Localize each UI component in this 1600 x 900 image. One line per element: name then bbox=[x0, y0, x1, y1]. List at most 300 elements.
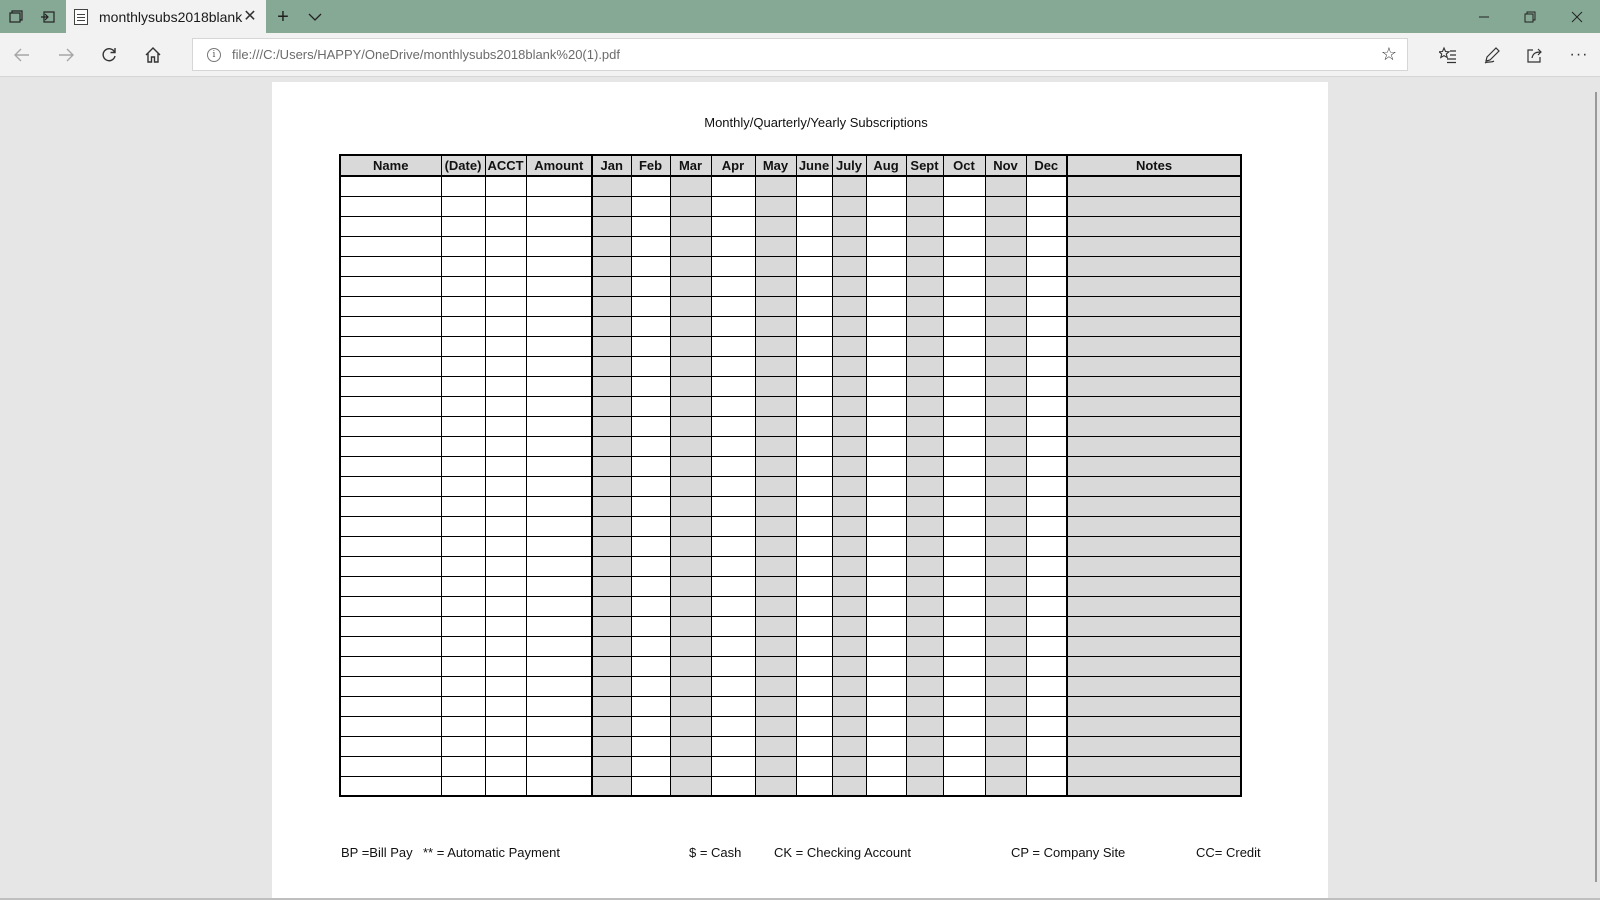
cell-mar bbox=[670, 376, 711, 396]
cell-apr bbox=[711, 716, 755, 736]
cell-nov bbox=[985, 776, 1026, 796]
cell-dec bbox=[1026, 736, 1067, 756]
cell-feb bbox=[631, 256, 670, 276]
cell-name bbox=[340, 316, 441, 336]
column-header-jan: Jan bbox=[592, 155, 631, 176]
table-row bbox=[340, 576, 1241, 596]
cell-july bbox=[832, 596, 866, 616]
cell-aug bbox=[866, 616, 906, 636]
cell-notes bbox=[1067, 636, 1241, 656]
cell-feb bbox=[631, 476, 670, 496]
cell-aug bbox=[866, 316, 906, 336]
cell-oct bbox=[943, 676, 985, 696]
cell-acct bbox=[485, 256, 526, 276]
cell-date bbox=[441, 716, 485, 736]
cell-name bbox=[340, 376, 441, 396]
cell-notes bbox=[1067, 276, 1241, 296]
cell-july bbox=[832, 636, 866, 656]
cell-oct bbox=[943, 376, 985, 396]
table-row bbox=[340, 296, 1241, 316]
cell-may bbox=[755, 596, 796, 616]
cell-oct bbox=[943, 316, 985, 336]
column-header-july: July bbox=[832, 155, 866, 176]
cell-june bbox=[796, 356, 832, 376]
cell-june bbox=[796, 616, 832, 636]
cell-feb bbox=[631, 636, 670, 656]
cell-july bbox=[832, 276, 866, 296]
cell-mar bbox=[670, 716, 711, 736]
cell-jan bbox=[592, 756, 631, 776]
table-row bbox=[340, 676, 1241, 696]
home-icon[interactable] bbox=[141, 43, 165, 67]
table-row bbox=[340, 456, 1241, 476]
close-window-button[interactable] bbox=[1554, 0, 1600, 33]
cell-amount bbox=[526, 376, 592, 396]
cell-notes bbox=[1067, 356, 1241, 376]
cell-jan bbox=[592, 736, 631, 756]
table-row bbox=[340, 776, 1241, 796]
table-row bbox=[340, 716, 1241, 736]
cell-feb bbox=[631, 756, 670, 776]
cell-aug bbox=[866, 296, 906, 316]
cell-july bbox=[832, 356, 866, 376]
cell-notes bbox=[1067, 576, 1241, 596]
cell-name bbox=[340, 276, 441, 296]
info-icon[interactable]: i bbox=[207, 48, 221, 62]
cell-dec bbox=[1026, 336, 1067, 356]
cell-name bbox=[340, 296, 441, 316]
cell-apr bbox=[711, 476, 755, 496]
cell-amount bbox=[526, 756, 592, 776]
cell-apr bbox=[711, 596, 755, 616]
cell-july bbox=[832, 436, 866, 456]
legend-credit: CC= Credit bbox=[1196, 845, 1261, 860]
cell-date bbox=[441, 416, 485, 436]
cell-june bbox=[796, 656, 832, 676]
cell-feb bbox=[631, 456, 670, 476]
cell-date bbox=[441, 536, 485, 556]
cell-notes bbox=[1067, 736, 1241, 756]
cell-may bbox=[755, 316, 796, 336]
cell-feb bbox=[631, 496, 670, 516]
cell-sept bbox=[906, 776, 943, 796]
cell-aug bbox=[866, 216, 906, 236]
cell-jan bbox=[592, 776, 631, 796]
cell-mar bbox=[670, 616, 711, 636]
cell-june bbox=[796, 756, 832, 776]
table-row bbox=[340, 496, 1241, 516]
cell-amount bbox=[526, 316, 592, 336]
cell-acct bbox=[485, 476, 526, 496]
cell-amount bbox=[526, 536, 592, 556]
cell-sept bbox=[906, 296, 943, 316]
cell-notes bbox=[1067, 756, 1241, 776]
cell-june bbox=[796, 776, 832, 796]
vertical-scrollbar[interactable] bbox=[1595, 92, 1597, 882]
cell-jan bbox=[592, 416, 631, 436]
cell-date bbox=[441, 576, 485, 596]
cell-sept bbox=[906, 396, 943, 416]
cell-nov bbox=[985, 276, 1026, 296]
cell-apr bbox=[711, 356, 755, 376]
cell-sept bbox=[906, 196, 943, 216]
cell-nov bbox=[985, 636, 1026, 656]
cell-may bbox=[755, 516, 796, 536]
cell-aug bbox=[866, 436, 906, 456]
cell-feb bbox=[631, 616, 670, 636]
cell-aug bbox=[866, 696, 906, 716]
cell-oct bbox=[943, 236, 985, 256]
cell-date bbox=[441, 276, 485, 296]
table-row bbox=[340, 216, 1241, 236]
cell-dec bbox=[1026, 296, 1067, 316]
cell-acct bbox=[485, 616, 526, 636]
cell-mar bbox=[670, 396, 711, 416]
cell-notes bbox=[1067, 536, 1241, 556]
cell-amount bbox=[526, 696, 592, 716]
cell-name bbox=[340, 336, 441, 356]
cell-jan bbox=[592, 716, 631, 736]
cell-may bbox=[755, 436, 796, 456]
plus-icon[interactable]: + bbox=[277, 5, 289, 28]
cell-apr bbox=[711, 576, 755, 596]
address-bar[interactable] bbox=[192, 38, 1408, 71]
pdf-viewer[interactable] bbox=[0, 78, 1600, 900]
cell-aug bbox=[866, 716, 906, 736]
cell-apr bbox=[711, 196, 755, 216]
table-row bbox=[340, 516, 1241, 536]
cell-jan bbox=[592, 356, 631, 376]
cell-notes bbox=[1067, 456, 1241, 476]
cell-name bbox=[340, 496, 441, 516]
cell-name bbox=[340, 436, 441, 456]
cell-aug bbox=[866, 536, 906, 556]
cell-jan bbox=[592, 276, 631, 296]
cell-feb bbox=[631, 436, 670, 456]
cell-may bbox=[755, 416, 796, 436]
cell-may bbox=[755, 256, 796, 276]
cell-date bbox=[441, 636, 485, 656]
minimize-button[interactable] bbox=[1461, 0, 1507, 33]
cell-nov bbox=[985, 236, 1026, 256]
cell-july bbox=[832, 316, 866, 336]
cell-mar bbox=[670, 536, 711, 556]
cell-oct bbox=[943, 696, 985, 716]
cell-notes bbox=[1067, 516, 1241, 536]
cell-mar bbox=[670, 436, 711, 456]
column-header-date: (Date) bbox=[441, 155, 485, 176]
cell-sept bbox=[906, 656, 943, 676]
browser-tab[interactable] bbox=[66, 0, 266, 33]
cell-mar bbox=[670, 676, 711, 696]
cell-name bbox=[340, 196, 441, 216]
cell-apr bbox=[711, 296, 755, 316]
cell-notes bbox=[1067, 476, 1241, 496]
subscriptions-table bbox=[339, 154, 1242, 797]
cell-oct bbox=[943, 296, 985, 316]
cell-jan bbox=[592, 656, 631, 676]
cell-jan bbox=[592, 236, 631, 256]
cell-jan bbox=[592, 176, 631, 196]
cell-sept bbox=[906, 276, 943, 296]
cell-june bbox=[796, 196, 832, 216]
cell-june bbox=[796, 676, 832, 696]
cell-dec bbox=[1026, 216, 1067, 236]
chevron-down-icon[interactable] bbox=[305, 7, 325, 27]
cell-feb bbox=[631, 196, 670, 216]
cell-notes bbox=[1067, 716, 1241, 736]
cell-may bbox=[755, 636, 796, 656]
cell-mar bbox=[670, 476, 711, 496]
table-row bbox=[340, 556, 1241, 576]
cell-nov bbox=[985, 716, 1026, 736]
cell-oct bbox=[943, 556, 985, 576]
stacked-tabs-icon[interactable] bbox=[6, 7, 26, 27]
table-row bbox=[340, 256, 1241, 276]
cell-july bbox=[832, 336, 866, 356]
share-icon[interactable] bbox=[1523, 43, 1547, 67]
cell-may bbox=[755, 536, 796, 556]
cell-june bbox=[796, 316, 832, 336]
cell-notes bbox=[1067, 396, 1241, 416]
cell-date bbox=[441, 756, 485, 776]
cell-nov bbox=[985, 336, 1026, 356]
cell-amount bbox=[526, 216, 592, 236]
url-input[interactable] bbox=[232, 47, 1332, 62]
cell-amount bbox=[526, 516, 592, 536]
cell-nov bbox=[985, 596, 1026, 616]
cell-nov bbox=[985, 476, 1026, 496]
cell-july bbox=[832, 236, 866, 256]
cell-acct bbox=[485, 196, 526, 216]
cell-aug bbox=[866, 476, 906, 496]
cell-acct bbox=[485, 496, 526, 516]
cell-jan bbox=[592, 616, 631, 636]
cell-july bbox=[832, 376, 866, 396]
cell-feb bbox=[631, 536, 670, 556]
cell-may bbox=[755, 376, 796, 396]
cell-amount bbox=[526, 776, 592, 796]
cell-jan bbox=[592, 496, 631, 516]
cell-aug bbox=[866, 736, 906, 756]
cell-dec bbox=[1026, 636, 1067, 656]
cell-mar bbox=[670, 256, 711, 276]
star-icon[interactable]: ☆ bbox=[1380, 44, 1397, 64]
favorites-list-icon[interactable] bbox=[1436, 43, 1460, 67]
column-header-feb: Feb bbox=[631, 155, 670, 176]
legend-cash: $ = Cash bbox=[689, 845, 742, 860]
cell-jan bbox=[592, 636, 631, 656]
cell-apr bbox=[711, 616, 755, 636]
back-arrow-icon[interactable] bbox=[10, 43, 34, 67]
cell-aug bbox=[866, 596, 906, 616]
cell-sept bbox=[906, 436, 943, 456]
cell-june bbox=[796, 496, 832, 516]
cell-july bbox=[832, 456, 866, 476]
column-header-notes: Notes bbox=[1067, 155, 1241, 176]
cell-oct bbox=[943, 716, 985, 736]
cell-july bbox=[832, 616, 866, 636]
cell-acct bbox=[485, 376, 526, 396]
cell-dec bbox=[1026, 356, 1067, 376]
close-tab-icon[interactable]: ✕ bbox=[243, 8, 257, 25]
table-row bbox=[340, 376, 1241, 396]
cell-date bbox=[441, 676, 485, 696]
cell-date bbox=[441, 456, 485, 476]
cell-dec bbox=[1026, 656, 1067, 676]
cell-dec bbox=[1026, 456, 1067, 476]
cell-dec bbox=[1026, 376, 1067, 396]
cell-date bbox=[441, 316, 485, 336]
cell-july bbox=[832, 416, 866, 436]
cell-date bbox=[441, 256, 485, 276]
cell-oct bbox=[943, 756, 985, 776]
cell-notes bbox=[1067, 176, 1241, 196]
cell-dec bbox=[1026, 256, 1067, 276]
refresh-icon[interactable] bbox=[97, 43, 121, 67]
cell-date bbox=[441, 556, 485, 576]
cell-name bbox=[340, 556, 441, 576]
column-header-amount: Amount bbox=[526, 155, 592, 176]
cell-date bbox=[441, 776, 485, 796]
cell-notes bbox=[1067, 256, 1241, 276]
cell-acct bbox=[485, 276, 526, 296]
cell-date bbox=[441, 236, 485, 256]
table-row bbox=[340, 656, 1241, 676]
cell-amount bbox=[526, 176, 592, 196]
cell-date bbox=[441, 496, 485, 516]
cell-nov bbox=[985, 196, 1026, 216]
cell-oct bbox=[943, 476, 985, 496]
cell-may bbox=[755, 736, 796, 756]
cell-july bbox=[832, 176, 866, 196]
cell-apr bbox=[711, 256, 755, 276]
cell-name bbox=[340, 636, 441, 656]
cell-sept bbox=[906, 696, 943, 716]
cell-acct bbox=[485, 636, 526, 656]
cell-feb bbox=[631, 776, 670, 796]
cell-nov bbox=[985, 496, 1026, 516]
cell-july bbox=[832, 676, 866, 696]
cell-may bbox=[755, 696, 796, 716]
cell-mar bbox=[670, 316, 711, 336]
cell-name bbox=[340, 616, 441, 636]
cell-dec bbox=[1026, 236, 1067, 256]
column-header-dec: Dec bbox=[1026, 155, 1067, 176]
cell-mar bbox=[670, 776, 711, 796]
cell-june bbox=[796, 216, 832, 236]
cell-name bbox=[340, 216, 441, 236]
cell-amount bbox=[526, 356, 592, 376]
cell-jan bbox=[592, 376, 631, 396]
column-header-name: Name bbox=[340, 155, 441, 176]
cell-nov bbox=[985, 736, 1026, 756]
cell-nov bbox=[985, 176, 1026, 196]
cell-notes bbox=[1067, 376, 1241, 396]
cell-aug bbox=[866, 176, 906, 196]
cell-aug bbox=[866, 356, 906, 376]
cell-amount bbox=[526, 256, 592, 276]
cell-mar bbox=[670, 236, 711, 256]
cell-aug bbox=[866, 236, 906, 256]
column-header-may: May bbox=[755, 155, 796, 176]
cell-acct bbox=[485, 436, 526, 456]
cell-aug bbox=[866, 656, 906, 676]
cell-july bbox=[832, 536, 866, 556]
legend-company-site: CP = Company Site bbox=[1011, 845, 1126, 860]
ellipsis-icon[interactable]: ··· bbox=[1569, 46, 1589, 63]
cell-name bbox=[340, 396, 441, 416]
cell-notes bbox=[1067, 776, 1241, 796]
cell-amount bbox=[526, 636, 592, 656]
set-aside-icon[interactable] bbox=[38, 7, 58, 27]
cell-jan bbox=[592, 536, 631, 556]
cell-dec bbox=[1026, 756, 1067, 776]
navigation-bar bbox=[0, 33, 1600, 77]
cell-nov bbox=[985, 516, 1026, 536]
cell-july bbox=[832, 396, 866, 416]
cell-may bbox=[755, 216, 796, 236]
cell-apr bbox=[711, 496, 755, 516]
pen-icon[interactable] bbox=[1480, 43, 1504, 67]
cell-june bbox=[796, 376, 832, 396]
cell-feb bbox=[631, 356, 670, 376]
cell-june bbox=[796, 176, 832, 196]
cell-notes bbox=[1067, 416, 1241, 436]
cell-feb bbox=[631, 596, 670, 616]
cell-nov bbox=[985, 676, 1026, 696]
cell-jan bbox=[592, 216, 631, 236]
cell-mar bbox=[670, 516, 711, 536]
cell-jan bbox=[592, 576, 631, 596]
tab-bar bbox=[0, 0, 1600, 33]
cell-oct bbox=[943, 416, 985, 436]
cell-sept bbox=[906, 576, 943, 596]
cell-feb bbox=[631, 416, 670, 436]
cell-sept bbox=[906, 316, 943, 336]
cell-may bbox=[755, 676, 796, 696]
cell-dec bbox=[1026, 616, 1067, 636]
cell-feb bbox=[631, 716, 670, 736]
table-row bbox=[340, 696, 1241, 716]
cell-aug bbox=[866, 416, 906, 436]
cell-nov bbox=[985, 756, 1026, 776]
cell-sept bbox=[906, 756, 943, 776]
cell-feb bbox=[631, 556, 670, 576]
cell-apr bbox=[711, 236, 755, 256]
cell-dec bbox=[1026, 196, 1067, 216]
cell-apr bbox=[711, 696, 755, 716]
cell-may bbox=[755, 196, 796, 216]
cell-amount bbox=[526, 436, 592, 456]
table-row bbox=[340, 756, 1241, 776]
cell-sept bbox=[906, 536, 943, 556]
cell-sept bbox=[906, 716, 943, 736]
legend-checking-account: CK = Checking Account bbox=[774, 845, 911, 860]
cell-june bbox=[796, 716, 832, 736]
cell-oct bbox=[943, 576, 985, 596]
forward-arrow-icon[interactable] bbox=[54, 43, 78, 67]
cell-june bbox=[796, 576, 832, 596]
cell-acct bbox=[485, 356, 526, 376]
cell-name bbox=[340, 516, 441, 536]
cell-sept bbox=[906, 236, 943, 256]
cell-may bbox=[755, 616, 796, 636]
cell-feb bbox=[631, 576, 670, 596]
restore-button[interactable] bbox=[1507, 0, 1553, 33]
table-row bbox=[340, 276, 1241, 296]
cell-jan bbox=[592, 476, 631, 496]
